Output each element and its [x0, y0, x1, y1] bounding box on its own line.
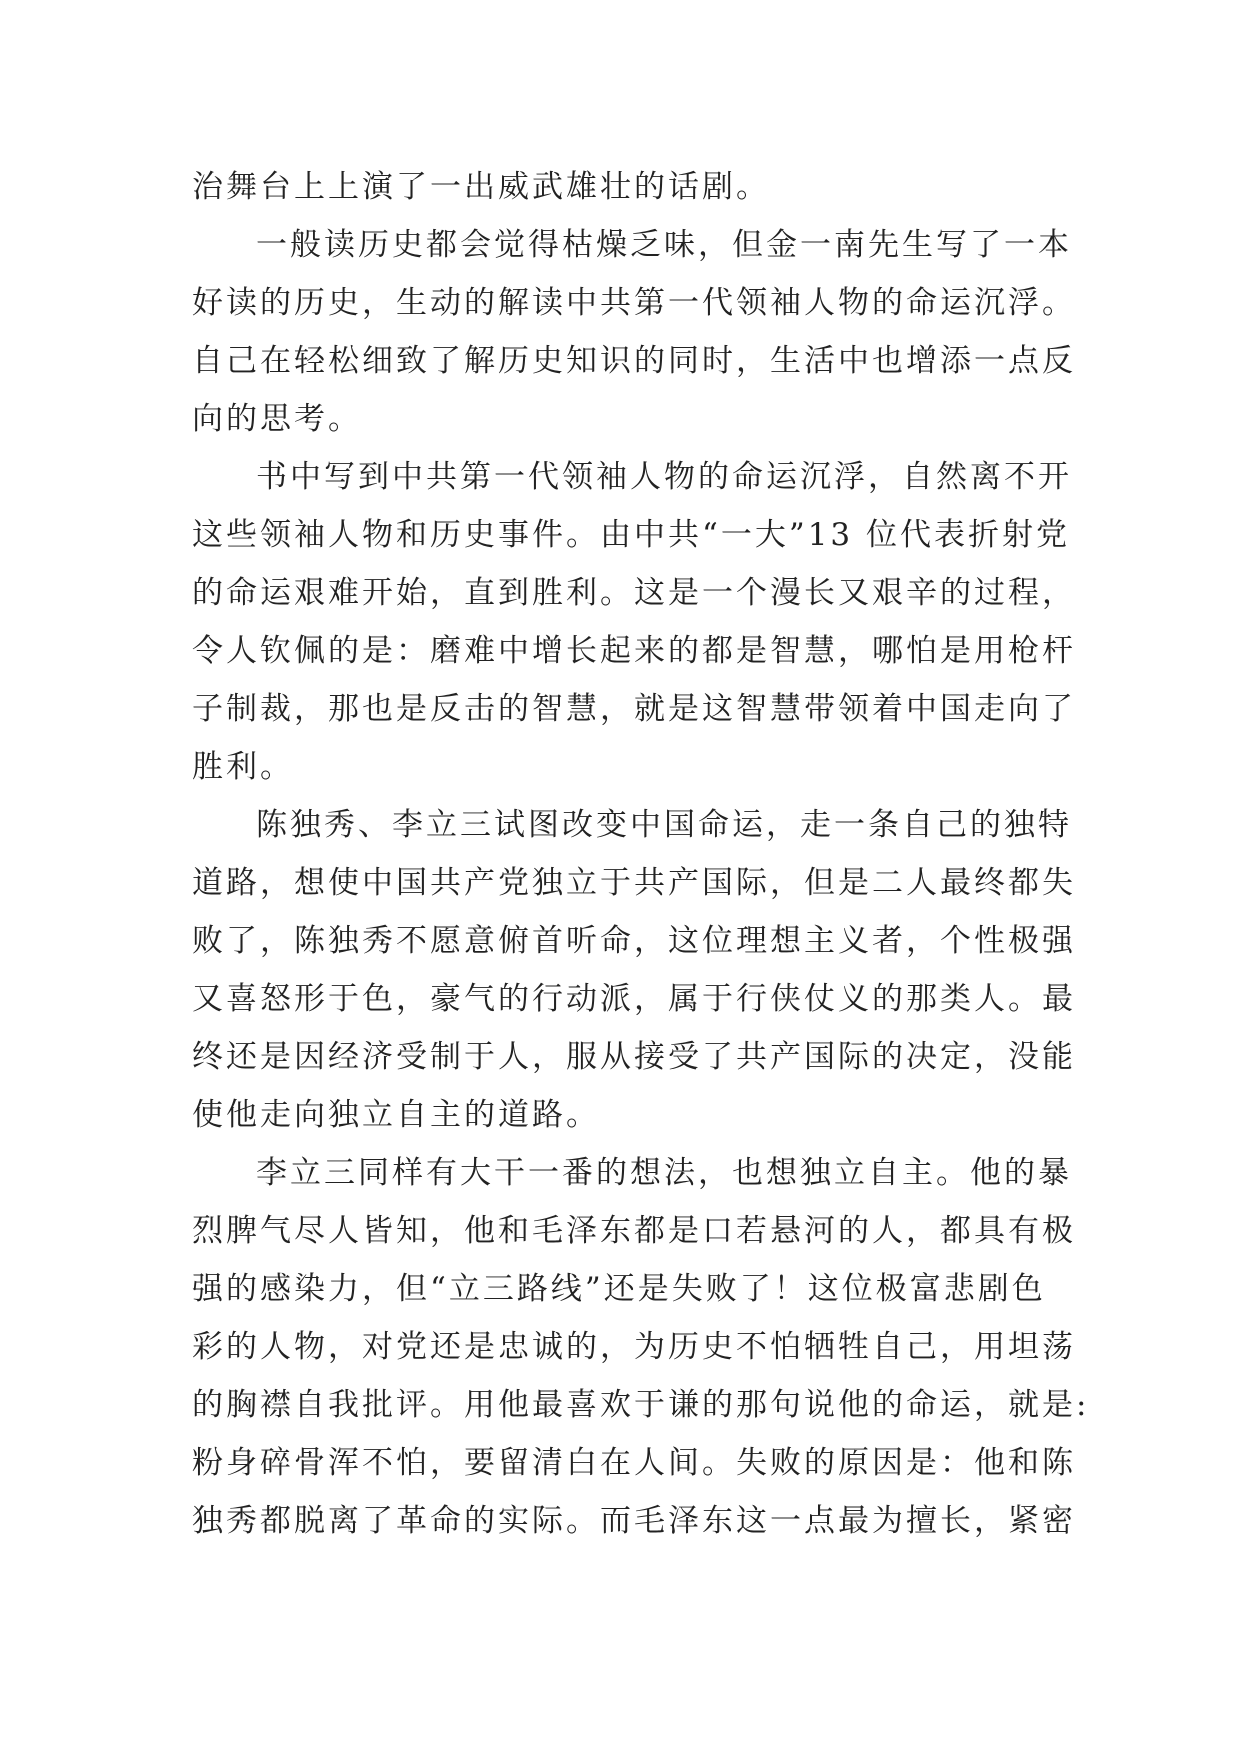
- text-line: 好读的历史，生动的解读中共第一代领袖人物的命运沉浮。: [192, 285, 1076, 321]
- text-line: 强的感染力，但“立三路线”还是失败了！这位极富悲剧色: [192, 1271, 1046, 1307]
- text-line: 败了，陈独秀不愿意俯首听命，这位理想主义者，个性极强: [192, 923, 1076, 959]
- text-line: 又喜怒形于色，豪气的行动派，属于行侠仗义的那类人。最: [192, 981, 1076, 1017]
- text-line: 这些领袖人物和历史事件。由中共“一大”13 位代表折射党: [192, 517, 1070, 553]
- text-line: 的胸襟自我批评。用他最喜欢于谦的那句说他的命运，就是:: [192, 1387, 1090, 1423]
- text-line: 令人钦佩的是：磨难中增长起来的都是智慧，哪怕是用枪杆: [192, 633, 1076, 669]
- paragraph-first-line: 一般读历史都会觉得枯燥乏味，但金一南先生写了一本: [256, 227, 1072, 263]
- text-line: 治舞台上上演了一出威武雄壮的话剧。: [192, 169, 770, 205]
- text-line: 的命运艰难开始，直到胜利。这是一个漫长又艰辛的过程，: [192, 575, 1076, 611]
- body-text: [192, 158, 1090, 1550]
- text-line: 自己在轻松细致了解历史知识的同时，生活中也增添一点反: [192, 343, 1076, 379]
- text-line: 胜利。: [192, 749, 294, 785]
- paragraph-first-line: 李立三同样有大干一番的想法，也想独立自主。他的暴: [256, 1155, 1072, 1191]
- text-line: 烈脾气尽人皆知，他和毛泽东都是口若悬河的人，都具有极: [192, 1213, 1076, 1249]
- text-line: 粉身碎骨浑不怕，要留清白在人间。失败的原因是：他和陈: [192, 1445, 1076, 1481]
- text-line: 使他走向独立自主的道路。: [192, 1097, 600, 1133]
- text-line: 独秀都脱离了革命的实际。而毛泽东这一点最为擅长，紧密: [192, 1503, 1076, 1539]
- paragraph-first-line: 陈独秀、李立三试图改变中国命运，走一条自己的独特: [256, 807, 1072, 843]
- text-line: 彩的人物，对党还是忠诚的，为历史不怕牺牲自己，用坦荡: [192, 1329, 1076, 1365]
- text-line: 道路，想使中国共产党独立于共产国际，但是二人最终都失: [192, 865, 1076, 901]
- text-line: 终还是因经济受制于人，服从接受了共产国际的决定，没能: [192, 1039, 1076, 1075]
- text-line: 子制裁，那也是反击的智慧，就是这智慧带领着中国走向了: [192, 691, 1076, 727]
- text-line: 向的思考。: [192, 401, 362, 437]
- paragraph-first-line: 书中写到中共第一代领袖人物的命运沉浮，自然离不开: [256, 459, 1072, 495]
